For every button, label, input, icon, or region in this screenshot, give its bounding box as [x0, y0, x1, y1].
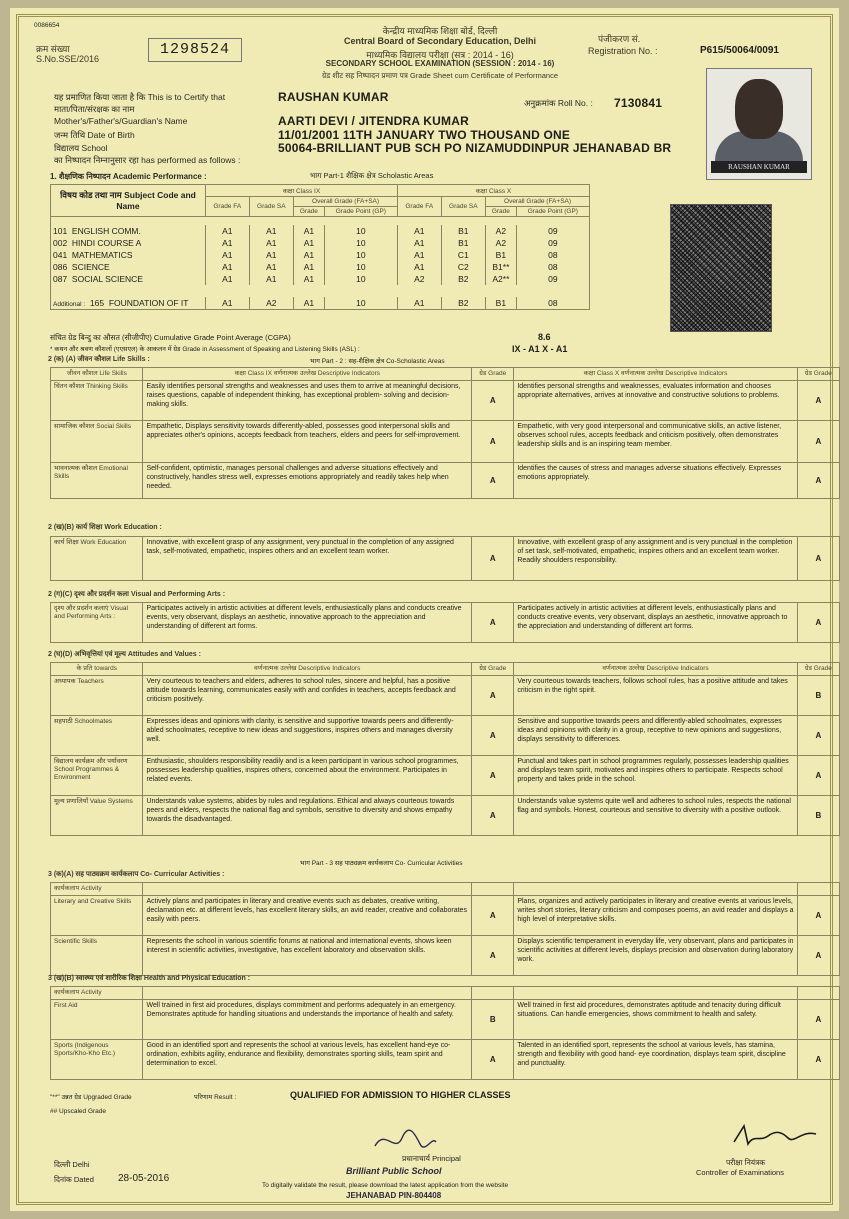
- header-cell: कक्षा Class IX वर्णनात्मक उल्लेख Descriptive Indicators: [143, 368, 472, 381]
- grade-ix: A: [472, 936, 514, 976]
- descriptor-ix: Participates actively in artistic activities at different levels, enthusiastically plans and conducts creative events, very observant, displays an aesthetic, innovative approach to the appreciation and understanding of different art forms.: [143, 603, 472, 643]
- grade-ix: B: [472, 1000, 514, 1040]
- grade-cell: B1: [441, 237, 486, 249]
- grade-x: A: [797, 716, 839, 756]
- gp-cell: 08: [516, 249, 589, 261]
- grade-ix: A: [472, 896, 514, 936]
- descriptor-ix: Good in an identified sport and represents the school at various levels, has excellent hand-eye co-ordination, exhibits agility, endurance and flexibility, demonstrates sporting skills, team spirit and determination to excel.: [143, 1040, 472, 1080]
- roll-number: 7130841: [614, 96, 663, 110]
- table-row: [51, 463, 840, 499]
- header-cell: ग्रेड Grade: [797, 368, 839, 381]
- subject-code: 041: [53, 250, 68, 260]
- sa10-header: Grade SA: [441, 197, 486, 217]
- grade-x: A: [797, 463, 839, 499]
- fa9-header: Grade FA: [206, 197, 250, 217]
- grade-x: A: [797, 1040, 839, 1080]
- table-row: [51, 756, 840, 796]
- fa10-header: Grade FA: [397, 197, 441, 217]
- descriptor-ix: Understands value systems, abides by rules and regulations. Ethical and always courteous towards peers and elders, respects the national flag and symbols, sensitive to diversity and shows empathy towards the disadvantaged.: [143, 796, 472, 836]
- descriptor-ix: Enthusiastic, shoulders responsibility readily and is a keen participant in various school programmes, possesses leadership qualities, inspires others, concerned about the environment. Participates in related events.: [143, 756, 472, 796]
- grade-cell: B1: [441, 225, 486, 237]
- subject-code: 165: [89, 298, 105, 308]
- grade-x: A: [797, 1000, 839, 1040]
- grade-x: A: [797, 603, 839, 643]
- gp-cell: 08: [516, 261, 589, 273]
- life-skills-title: 2 (क) (A) जीवन कौशल Life Skills :: [48, 356, 150, 363]
- grade-cell: A1: [249, 225, 294, 237]
- student-photo: [706, 68, 812, 180]
- grade-sheet-title: ग्रेड शीट सह निष्पादन प्रमाण पत्र Grade Sheet cum Certificate of Performance: [322, 71, 558, 80]
- school-name: 50064-BRILLIANT PUB SCH PO NIZAMUDDINPUR JEHANABAD BR: [278, 141, 672, 155]
- part3-label: भाग Part - 3 सह पाठ्यक्रम कार्यकलाप Co- Curricular Activities: [300, 860, 463, 867]
- grade-cell: A2: [486, 225, 517, 237]
- grade-ix: A: [472, 796, 514, 836]
- grade-cell: A2: [249, 297, 294, 310]
- grade-cell: A1: [397, 261, 441, 273]
- academic-section-label: 1. शैक्षणिक निष्पादन Academic Performance :: [50, 172, 207, 181]
- coscholastic-label: भाग Part - 2 : सह-शैक्षिक क्षेत्र Co-Scholastic Areas: [310, 358, 445, 365]
- descriptor-x: Participates actively in artistic activities at different levels, enthusiastically plans and conducts creative events, very observant, displays an aesthetic, innovative approach to the appreciation and understanding of different art forms.: [514, 603, 797, 643]
- subject-name: MATHEMATICS: [71, 250, 133, 260]
- result-value: QUALIFIED FOR ADMISSION TO HIGHER CLASSES: [290, 1090, 511, 1100]
- life-skills-table: [50, 367, 840, 499]
- gp-cell: 10: [324, 261, 397, 273]
- descriptor-x: Well trained in first aid procedures, demonstrates aptitude and tenacity during difficult situations. Can handle emergencies, shows commitment to health and safety.: [514, 1000, 797, 1040]
- table-row: [51, 716, 840, 756]
- table-row: [51, 896, 840, 936]
- row-label: कार्य शिक्षा Work Education: [51, 537, 143, 581]
- descriptor-ix: Easily identifies personal strengths and weaknesses and uses them to arrive at meaningful decisions, raises questions, capable of independent thinking, has exceptional problem- solving and decision- making skills.: [143, 381, 472, 421]
- photo-name-label: RAUSHAN KUMAR: [711, 161, 807, 173]
- row-label: अध्यापक Teachers: [51, 676, 143, 716]
- descriptor-x: Identifies personal strengths and weaknesses, evaluates information and chooses appropriate alternatives, arrives at innovative and constructive solutions to problems.: [514, 381, 797, 421]
- grade-ix: A: [472, 676, 514, 716]
- grade-x: A: [797, 537, 839, 581]
- gp-cell: 08: [516, 297, 589, 310]
- header-cell: कक्षा Class X वर्णनात्मक उल्लेख Descriptive Indicators: [514, 368, 797, 381]
- descriptor-ix: Well trained in first aid procedures, displays commitment and performs adequately in an emergency. Demonstrates aptitude for handling situations and understands the importance of health and safety.: [143, 1000, 472, 1040]
- descriptor-ix: Very courteous to teachers and elders, adheres to school rules, sincere and helpful, has a positive attitude towards learning, communicates easily with and confides in teachers, accepts feedback and criticism positively.: [143, 676, 472, 716]
- row-label: भावनात्मक कौशल Emotional Skills: [51, 463, 143, 499]
- descriptor-x: Very courteous towards teachers, follows school rules, has a positive attitude and takes criticism in the right spirit.: [514, 676, 797, 716]
- grade-x: B: [797, 796, 839, 836]
- visual-arts-title: 2 (ग)(C) दृश्य और प्रदर्शन कला Visual and Performing Arts :: [48, 591, 226, 598]
- upgraded-note: "**" उन्नत ग्रेड Upgraded Grade: [50, 1094, 132, 1101]
- row-label: सहपाठी Schoolmates: [51, 716, 143, 756]
- validation-note: To digitally validate the result, please download the latest application from the website: [262, 1182, 509, 1189]
- grade-ix: A: [472, 756, 514, 796]
- grade-cell: A1: [294, 225, 325, 237]
- upscaled-note: ## Upscaled Grade: [50, 1108, 107, 1115]
- class10-header: कक्षा Class X: [397, 185, 589, 197]
- grade-x: A: [797, 936, 839, 976]
- grade-cell: A1: [249, 249, 294, 261]
- asl-label: * कथन और श्रवण कौशलों (एएसएल) के आकलन में ग्रेड Grade in Assessment of Speaking and Listening Skills (ASL) :: [50, 346, 360, 353]
- grade-cell: C2: [441, 261, 486, 273]
- sa9-header: Grade SA: [249, 197, 294, 217]
- table-row: [51, 603, 840, 643]
- grade-ix: A: [472, 463, 514, 499]
- serial-number-box: 1298524: [148, 38, 242, 62]
- descriptor-x: Empathetic, with very good interpersonal and communicative skills, an active listener, observes school rules, accepts feedback and criticism positively, often demonstrates leadership skills and is an inspiring team member.: [514, 421, 797, 463]
- grade-cell: A1: [206, 297, 250, 310]
- row-label: Sports (Indigenous Sports/Kho-Kho Etc.): [51, 1040, 143, 1080]
- board-hi: केन्द्रीय माध्यमिक शिक्षा बोर्ड, दिल्ली: [382, 26, 498, 36]
- row-label: मूल्य प्रणालियाँ Value Systems: [51, 796, 143, 836]
- subject-header: विषय कोड तथा नाम Subject Code and Name: [51, 185, 206, 217]
- roll-label: अनुक्रमांक Roll No. :: [524, 98, 593, 108]
- descriptor-ix: Actively plans and participates in literary and creative events such as debates, creative writing, declamation etc. at different levels, has excellent literary skills, an avid reader, creative and collaborates easily with peers.: [143, 896, 472, 936]
- performed-label: का निष्पादन निम्नानुसार रहा has performed as follows :: [54, 155, 241, 165]
- row-label: Literary and Creative Skills: [51, 896, 143, 936]
- descriptor-ix: Empathetic, Displays sensitivity towards differently-abled, possesses good interpersonal skills and appreciates other's opinions, accepts feedback from teachers, elders and peers for self-improvement.: [143, 421, 472, 463]
- cgpa-label: संचित ग्रेड बिन्दु का औसत (सीजीपीए) Cumulative Grade Point Average (CGPA): [50, 333, 291, 342]
- grade-cell: A1: [249, 273, 294, 285]
- attitudes-title: 2 (घ)(D) अभिवृत्तियां एवं मूल्य Attitudes and Values :: [48, 651, 201, 658]
- table-row: [51, 381, 840, 421]
- overall10-header: Overall Grade (FA+SA): [486, 197, 590, 207]
- descriptor-x: Punctual and takes part in school programmes regularly, possesses leadership qualities and displays team spirit, motivates and inspires others to participate. Respects school property and takes pride in the school.: [514, 756, 797, 796]
- subject-code: 086: [53, 262, 68, 272]
- school-label: विद्यालय School: [54, 143, 108, 153]
- descriptor-x: Sensitive and supportive towards peers and differently-abled schoolmates, expresses ideas and opinions with clarity in a group, receptive to new opinions and suggestions, displays sensitivity to differences.: [514, 716, 797, 756]
- date-label: दिनांक Dated: [54, 1175, 94, 1184]
- cocurricular-title: 3 (क)(A) सह पाठ्यक्रम कार्यकलाप Co- Curricular Activities :: [48, 871, 225, 878]
- grade-ix: A: [472, 603, 514, 643]
- grade-cell: A1: [206, 273, 250, 285]
- principal-label: प्रधानाचार्य Principal: [402, 1154, 461, 1163]
- table-row: [51, 936, 840, 976]
- grade-sheet-page: [10, 8, 839, 1211]
- subject-name: ENGLISH COMM.: [71, 226, 141, 236]
- parents-label: Mother's/Father's/Guardian's Name: [54, 116, 188, 126]
- subject-row: [51, 237, 590, 249]
- descriptor-ix: Innovative, with excellent grasp of any assignment, very punctual in the completion of any assigned task, self-motivated, empathetic, inspires others and an excellent team worker.: [143, 537, 472, 581]
- exam-name: SECONDARY SCHOOL EXAMINATION (SESSION : 2014 - 16): [325, 59, 555, 68]
- descriptor-x: Displays scientific temperament in everyday life, very observant, plans and participates in scientific activities at different levels, displays precision and observation during laboratory work.: [514, 936, 797, 976]
- header-cell: कार्यकलाप Activity: [51, 883, 143, 896]
- grade-cell: A1: [294, 273, 325, 285]
- header-cell: वर्णनात्मक उल्लेख Descriptive Indicators: [514, 663, 797, 676]
- stamp-place: JEHANABAD PIN-804408: [346, 1191, 442, 1200]
- grade-x: B: [797, 676, 839, 716]
- attitudes-table: [50, 662, 840, 836]
- grade-cell: A1: [206, 261, 250, 273]
- table-row: [51, 1000, 840, 1040]
- subject-name: SCIENCE: [71, 262, 110, 272]
- class9-header: कक्षा Class IX: [206, 185, 398, 197]
- work-education-table: [50, 536, 840, 581]
- grade-cell: B1: [486, 249, 517, 261]
- header-cell: जीवन कौशल Life Skills: [51, 368, 143, 381]
- table-row: [51, 796, 840, 836]
- issue-date: 28-05-2016: [118, 1173, 170, 1184]
- student-name: RAUSHAN KUMAR: [278, 90, 389, 104]
- gp10-header: Grade Point (GP): [516, 207, 589, 217]
- subject-row: [51, 261, 590, 273]
- header-cell: कार्यकलाप Activity: [51, 987, 143, 1000]
- gp9-header: Grade Point (GP): [324, 207, 397, 217]
- board-name: Central Board of Secondary Education, Delhi: [343, 36, 537, 46]
- descriptor-x: Identifies the causes of stress and manages adverse situations effectively. Expresses emotions appropriately.: [514, 463, 797, 499]
- descriptor-x: Plans, organizes and actively participates in literary and creative events at various levels, writes short stories, literary criticism and composes poems, an avid reader and displays a high level of interpretative skills.: [514, 896, 797, 936]
- exam-hi: माध्यमिक विद्यालय परीक्षा (सत्र : 2014 - 16): [366, 50, 514, 60]
- grade9-header: Grade: [294, 207, 325, 217]
- controller-label: Controller of Examinations: [696, 1168, 784, 1177]
- row-label: सामाजिक कौशल Social Skills: [51, 421, 143, 463]
- grade-cell: A1: [206, 237, 250, 249]
- grade-x: A: [797, 896, 839, 936]
- header-cell: ग्रेड Grade: [797, 663, 839, 676]
- row-label: दृश्य और प्रदर्शन कलाएं Visual and Performing Arts :: [51, 603, 143, 643]
- header-cell: के प्रति towards: [51, 663, 143, 676]
- small-number: 0086654: [34, 22, 60, 29]
- grade-cell: A2**: [486, 273, 517, 285]
- grade-cell: A1: [397, 225, 441, 237]
- subject-row: [51, 249, 590, 261]
- table-row: [51, 537, 840, 581]
- row-label: First Aid: [51, 1000, 143, 1040]
- descriptor-ix: Self-confident, optimistic, manages personal challenges and adverse situations effectively and constructively, handles stress well, expresses emotions appropriately and readily takes help when needed.: [143, 463, 472, 499]
- visual-arts-table: [50, 602, 840, 643]
- health-table: [50, 986, 840, 1080]
- descriptor-x: Understands value systems quite well and adheres to school rules, respects the national flag and symbols. Honest, courteous and sensitive to diversity with a positive outlook.: [514, 796, 797, 836]
- table-row: [51, 1040, 840, 1080]
- grade-cell: B2: [441, 297, 486, 310]
- date-of-birth: 11/01/2001 11TH JANUARY TWO THOUSAND ONE: [278, 128, 571, 142]
- cgpa-value: 8.6: [538, 332, 551, 342]
- reg-label-hi: पंजीकरण सं.: [598, 34, 641, 44]
- gp-cell: 10: [324, 273, 397, 285]
- grade-cell: A1: [294, 249, 325, 261]
- subject-row: [51, 273, 590, 285]
- subject-name: FOUNDATION OF IT: [108, 298, 189, 308]
- asl-value: IX - A1 X - A1: [512, 344, 568, 354]
- parents-name: AARTI DEVI / JITENDRA KUMAR: [278, 114, 469, 128]
- grade-cell: A1: [397, 249, 441, 261]
- row-label: विद्यालय कार्यक्रम और पर्यावरण School Programmes & Environment: [51, 756, 143, 796]
- gp-cell: 09: [516, 225, 589, 237]
- subject-name: HINDI COURSE A: [71, 238, 142, 248]
- row-label: चिंतन कौशल Thinking Skills: [51, 381, 143, 421]
- grade10-header: Grade: [486, 207, 517, 217]
- work-education-title: 2 (ख)(B) कार्य शिक्षा Work Education :: [48, 524, 162, 531]
- school-stamp: Brilliant Public School: [346, 1166, 442, 1176]
- gp-cell: 10: [324, 249, 397, 261]
- gp-cell: 09: [516, 273, 589, 285]
- descriptor-ix: Represents the school in various scientific forums at national and international events, shows keen interest in scientific activities, investigative, has excellent laboratory and observation skills.: [143, 936, 472, 976]
- descriptor-x: Innovative, with excellent grasp of any assignment and is very punctual in the completion of set task, self-motivated, empathetic, inspires others and an excellent team worker. Readily shoulders responsibility.: [514, 537, 797, 581]
- grade-ix: A: [472, 381, 514, 421]
- grade-x: A: [797, 421, 839, 463]
- certify-label: यह प्रमाणित किया जाता है कि This is to Certify that: [54, 92, 226, 102]
- additional-subject-row: [51, 297, 590, 310]
- additional-label: Additional :: [53, 301, 86, 308]
- grade-ix: A: [472, 537, 514, 581]
- grade-ix: A: [472, 1040, 514, 1080]
- header-cell: ग्रेड Grade: [472, 663, 514, 676]
- result-label: परिणाम Result :: [194, 1094, 237, 1101]
- controller-signature: [730, 1120, 820, 1150]
- cocurricular-table: [50, 882, 840, 976]
- subject-code: 087: [53, 274, 68, 284]
- grade-cell: A1: [397, 237, 441, 249]
- grade-cell: B2: [441, 273, 486, 285]
- place-label: दिल्ली Delhi: [54, 1160, 90, 1169]
- grade-cell: A1: [294, 297, 325, 310]
- table-row: [51, 421, 840, 463]
- gp-cell: 10: [324, 297, 397, 310]
- principal-signature: [370, 1126, 440, 1156]
- header-cell: ग्रेड Grade: [472, 368, 514, 381]
- photo-face: [735, 79, 783, 139]
- serial-label: S.No.SSE/2016: [36, 54, 100, 64]
- subject-code: 101: [53, 226, 68, 236]
- grade-x: A: [797, 381, 839, 421]
- reg-number: P615/50064/0091: [700, 45, 779, 56]
- scholastic-part-label: भाग Part-1 शैक्षिक क्षेत्र Scholastic Areas: [310, 171, 434, 180]
- grade-cell: B1**: [486, 261, 517, 273]
- grade-cell: A1: [294, 237, 325, 249]
- gp-cell: 09: [516, 237, 589, 249]
- health-title: 3 (ख)(B) स्वास्थ्य एवं शारीरिक शिक्षा Health and Physical Education :: [48, 975, 251, 982]
- descriptor-ix: Expresses ideas and opinions with clarity, is sensitive and supportive towards peers and differently-abled schoolmates, receptive to new ideas and suggestions, inspires others and manages diversity well.: [143, 716, 472, 756]
- qr-code: [670, 204, 772, 332]
- dob-label: जन्म तिथि Date of Birth: [54, 130, 135, 140]
- grade-ix: A: [472, 716, 514, 756]
- row-label: Scientific Skills: [51, 936, 143, 976]
- subject-row: [51, 225, 590, 237]
- grade-cell: A1: [249, 237, 294, 249]
- subject-name: SOCIAL SCIENCE: [71, 274, 143, 284]
- grade-cell: A2: [397, 273, 441, 285]
- grade-cell: A1: [294, 261, 325, 273]
- serial-label-hi: क्रम संख्या: [36, 44, 70, 54]
- header-cell: वर्णनात्मक उल्लेख Descriptive Indicators: [143, 663, 472, 676]
- academic-table: [50, 184, 590, 310]
- grade-cell: A1: [397, 297, 441, 310]
- grade-cell: A1: [249, 261, 294, 273]
- grade-x: A: [797, 756, 839, 796]
- subject-code: 002: [53, 238, 68, 248]
- grade-cell: A1: [206, 225, 250, 237]
- grade-cell: A2: [486, 237, 517, 249]
- controller-label-hi: परीक्षा नियंत्रक: [726, 1158, 766, 1167]
- parents-label-hi: माता/पिता/संरक्षक का नाम: [54, 104, 135, 114]
- grade-cell: B1: [486, 297, 517, 310]
- overall9-header: Overall Grade (FA+SA): [294, 197, 398, 207]
- grade-cell: C1: [441, 249, 486, 261]
- gp-cell: 10: [324, 237, 397, 249]
- reg-label: Registration No. :: [588, 46, 658, 56]
- descriptor-x: Talented in an identified sport, represents the school at various levels, has stamina, strength and flexibility with good hand- eye coordination, displays team spirit, discipline and punctuality.: [514, 1040, 797, 1080]
- grade-ix: A: [472, 421, 514, 463]
- grade-cell: A1: [206, 249, 250, 261]
- table-row: [51, 676, 840, 716]
- gp-cell: 10: [324, 225, 397, 237]
